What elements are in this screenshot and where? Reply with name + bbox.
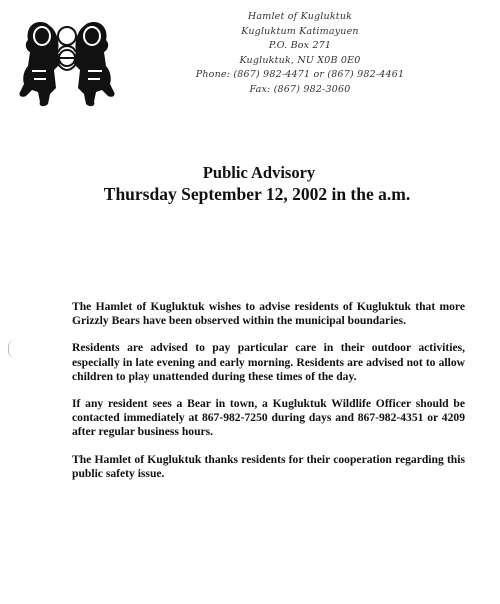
scan-margin-mark (8, 340, 15, 358)
paragraph-bears-observed: The Hamlet of Kugluktuk wishes to advise residents of Kugluktuk that more Grizzly Bears have been observed within the municipal boundaries. (72, 300, 465, 328)
paragraph-outdoor-care: Residents are advised to pay particular care in their outdoor activities, especially in late evening and early morning. Residents are advised not to allow children to play unattended during these times of the day. (72, 341, 465, 383)
letterhead (150, 10, 450, 97)
paragraph-contact-officer: If any resident sees a Bear in town, a Kugluktuk Wildlife Officer should be contacted immediately at 867-982-7250 during days and 867-982-4351 or 4209 after regular business hours. (72, 397, 465, 439)
advisory-title-block (0, 163, 500, 205)
two-figures-logo-icon (14, 14, 122, 110)
paragraph-thanks: The Hamlet of Kugluktuk thanks residents for their cooperation regarding this public safety issue. (72, 452, 465, 480)
letterhead-inuinnaqtun-name: Kugluktum Katimayuen (241, 25, 359, 37)
letterhead-phone: Phone: (867) 982-4471 or (867) 982-4461 (195, 69, 405, 80)
letterhead-address: Kugluktuk, NU X0B 0E0 (239, 54, 361, 66)
hamlet-logo-icon (14, 14, 122, 110)
advisory-title: Public Advisory (202, 163, 316, 182)
advisory-date: Thursday September 12, 2002 in the a.m. (103, 184, 411, 204)
letterhead-po-box: P.O. Box 271 (268, 40, 332, 51)
letterhead-fax: Fax: (867) 982-3060 (249, 83, 351, 95)
advisory-body (72, 300, 465, 494)
letterhead-hamlet-name: Hamlet of Kugluktuk (247, 11, 353, 22)
